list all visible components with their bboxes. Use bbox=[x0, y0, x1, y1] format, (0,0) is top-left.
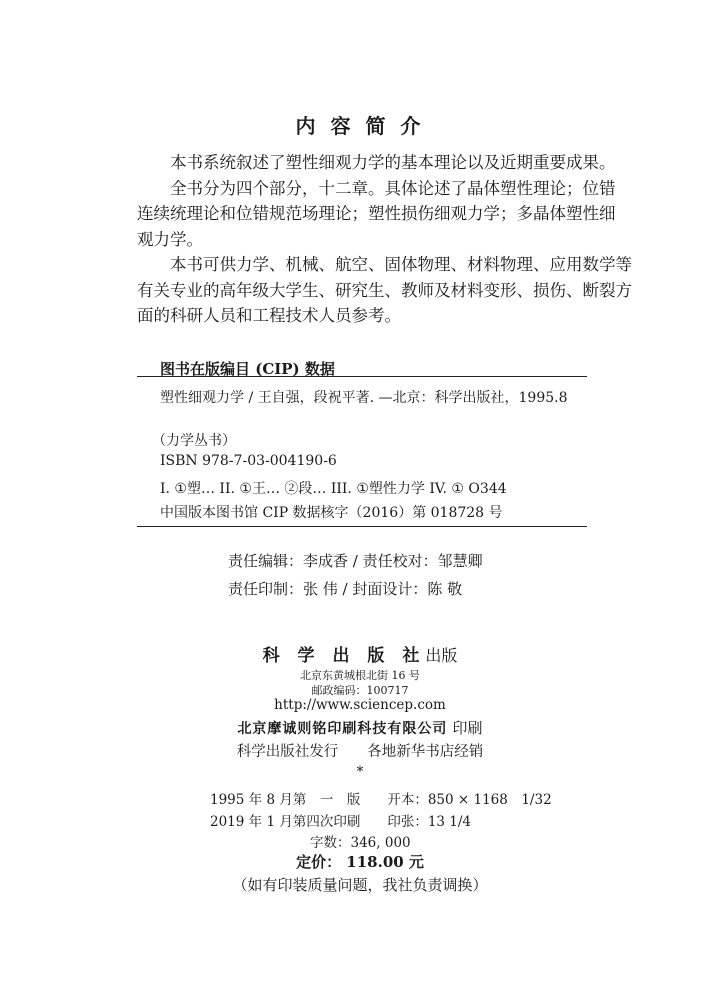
publisher-suffix: 出版 bbox=[425, 646, 458, 665]
cip-bottom-rule bbox=[137, 526, 587, 527]
staff-line-1: 责任编辑：李成香 / 责任校对：邹慧卿 bbox=[228, 552, 483, 570]
intro-text bbox=[137, 150, 632, 329]
printing-line: 2019 年 1 月第四次印刷 印张：13 1/4 bbox=[210, 814, 472, 830]
cip-series: （力学丛书） bbox=[152, 433, 236, 449]
distribution-line: 科学出版社发行 各地新华书店经销 bbox=[236, 744, 484, 760]
cip-top-rule bbox=[137, 376, 587, 377]
intro-paragraph-3-line-3: 面的科研人员和工程技术人员参考。 bbox=[137, 306, 401, 325]
printer-line bbox=[0, 717, 720, 738]
intro-paragraph-2-line-1: 全书分为四个部分，十二章。具体论述了晶体塑性理论；位错 bbox=[170, 178, 616, 198]
intro-paragraph-3-line-2: 有关专业的高年级大学生、研究生、教师及材料变形、损伤、断裂方 bbox=[137, 280, 632, 300]
printer-name: 北京摩诚则铭印刷科技有限公司 bbox=[237, 721, 448, 737]
word-count: 字数：346, 000 bbox=[310, 835, 411, 851]
publisher-line bbox=[0, 641, 720, 666]
cip-classification: I. ①塑… II. ①王… ②段… III. ①塑性力学 IV. ① O344 bbox=[160, 481, 507, 497]
cip-isbn: ISBN 978-7-03-004190-6 bbox=[160, 453, 337, 469]
staff-line-2: 责任印制：张 伟 / 封面设计：陈 敬 bbox=[228, 580, 463, 598]
publisher-postcode: 邮政编码：100717 bbox=[311, 684, 409, 697]
publisher-name: 科 学 出 版 社 bbox=[262, 646, 426, 666]
intro-paragraph-3-line-1: 本书可供力学、机械、航空、固体物理、材料物理、应用数学等 bbox=[170, 255, 632, 274]
price: 定价： 118.00 元 bbox=[296, 853, 424, 871]
edition-line: 1995 年 8 月第 一 版 开本：850 × 1168 1/32 bbox=[210, 792, 552, 808]
printer-suffix: 印刷 bbox=[452, 719, 483, 737]
publisher-url: http://www.sciencep.com bbox=[274, 697, 446, 713]
intro-paragraph-2-line-2: 连续统理论和位错规范场理论；塑性损伤细观力学；多晶体塑性细 bbox=[137, 204, 616, 223]
cip-record: 中国版本图书馆 CIP 数据核字（2016）第 018728 号 bbox=[160, 505, 503, 521]
intro-paragraph-1: 本书系统叙述了塑性细观力学的基本理论以及近期重要成果。 bbox=[170, 153, 616, 172]
separator-star: * bbox=[356, 764, 364, 780]
publisher-address: 北京东黄城根北街 16 号 bbox=[300, 669, 420, 682]
cip-title-line: 塑性细观力学 / 王自强，段祝平著. —北京：科学出版社，1995.8 bbox=[160, 390, 568, 406]
intro-paragraph-2-line-3: 观力学。 bbox=[137, 229, 203, 249]
intro-title: 内 容 简 介 bbox=[295, 114, 425, 138]
cip-heading: 图书在版编目 (CIP) 数据 bbox=[160, 360, 335, 378]
quality-note: （如有印装质量问题，我社负责调换） bbox=[232, 876, 488, 894]
